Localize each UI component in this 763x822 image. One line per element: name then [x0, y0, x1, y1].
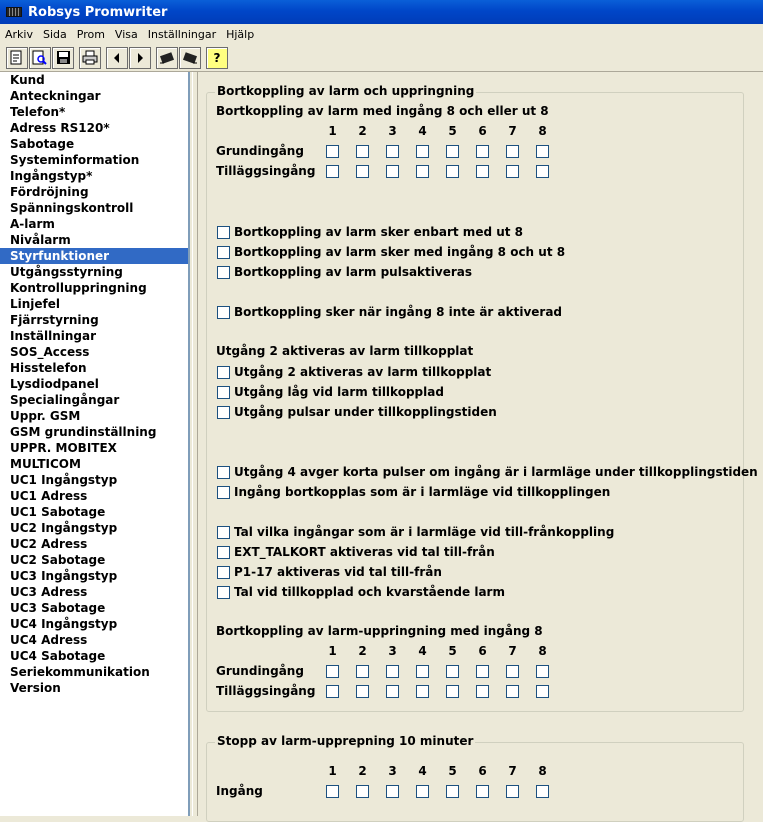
sidebar-item[interactable]: Fördröjning [10, 185, 89, 199]
section-title-2: Utgång 2 aktiveras av larm tillkopplat [216, 344, 474, 358]
checkbox[interactable] [416, 685, 429, 698]
checkbox[interactable] [326, 165, 339, 178]
checkbox[interactable] [446, 165, 459, 178]
group-stopp [206, 734, 744, 822]
checkbox[interactable] [386, 685, 399, 698]
option-pulsaktiveras[interactable]: Bortkoppling av larm pulsaktiveras [217, 265, 472, 279]
option-tal-ingangar[interactable]: Tal vilka ingångar som är i larmläge vid till-frånkoppling [217, 525, 614, 539]
main-content [198, 72, 763, 816]
option-p1-17[interactable]: P1-17 aktiveras vid tal till-från [217, 565, 442, 579]
group-legend-2: Stopp av larm-upprepning 10 minuter [217, 734, 474, 748]
checkbox[interactable] [386, 785, 399, 798]
checkbox[interactable] [506, 785, 519, 798]
sidebar-item[interactable]: Lysdiodpanel [10, 377, 99, 391]
forward-button[interactable] [129, 47, 151, 69]
print-icon [82, 50, 98, 65]
column-header: 1 [328, 764, 337, 778]
read-chip-button[interactable] [156, 47, 178, 69]
checkbox[interactable] [416, 785, 429, 798]
find-icon [32, 50, 48, 66]
title-bar [0, 0, 763, 24]
sidebar-item[interactable]: Utgångsstyrning [10, 265, 123, 279]
checkbox[interactable] [476, 145, 489, 158]
sidebar-item[interactable]: A-larm [10, 217, 55, 231]
sidebar-item[interactable]: UC3 Ingångstyp [10, 569, 118, 583]
checkbox[interactable] [446, 145, 459, 158]
sidebar-item[interactable]: Uppr. GSM [10, 409, 81, 423]
checkbox[interactable] [217, 526, 230, 539]
column-header: 2 [358, 124, 367, 138]
row-label: Tilläggsingång [216, 164, 316, 178]
checkbox[interactable] [536, 665, 549, 678]
group-legend: Bortkoppling av larm och uppringning [217, 84, 475, 98]
chip-write-icon [181, 50, 199, 66]
print-button[interactable] [79, 47, 101, 69]
group-bortkoppling [206, 84, 744, 712]
sidebar-item[interactable]: UC4 Sabotage [10, 649, 106, 663]
section-title-3: Bortkoppling av larm-uppringning med ingång 8 [216, 624, 543, 638]
checkbox[interactable] [506, 145, 519, 158]
checkbox[interactable] [217, 246, 230, 259]
sidebar-item[interactable]: Version [10, 681, 61, 695]
column-header: 1 [328, 124, 337, 138]
checkbox[interactable] [446, 685, 459, 698]
checkbox[interactable] [217, 386, 230, 399]
sidebar-item[interactable]: UC3 Adress [10, 585, 88, 599]
checkbox[interactable] [217, 366, 230, 379]
row-label: Grundingång [216, 144, 304, 158]
sidebar-item[interactable]: Inställningar [10, 329, 97, 343]
option-enbart-ut8[interactable]: Bortkoppling av larm sker enbart med ut 8 [217, 225, 523, 239]
column-header: 7 [508, 764, 517, 778]
sidebar-item[interactable]: Systeminformation [10, 153, 140, 167]
sidebar-item[interactable]: Ingångstyp* [10, 169, 93, 183]
column-header: 5 [448, 124, 457, 138]
sidebar-item[interactable]: Adress RS120* [10, 121, 110, 135]
column-header: 2 [358, 764, 367, 778]
option-utgang2-aktiveras[interactable]: Utgång 2 aktiveras av larm tillkopplat [217, 365, 491, 379]
forward-arrow-icon [135, 52, 145, 64]
checkbox[interactable] [506, 665, 519, 678]
checkbox[interactable] [536, 145, 549, 158]
option-ingang-bortkopplas[interactable]: Ingång bortkopplas som är i larmläge vid tillkopplingen [217, 485, 610, 499]
menu-bar [0, 24, 763, 44]
sidebar-item[interactable]: SOS_Access [10, 345, 90, 359]
checkbox[interactable] [217, 466, 230, 479]
sidebar-item[interactable]: GSM grundinställning [10, 425, 157, 439]
app-icon [6, 7, 22, 17]
window-title: Robsys Promwriter [28, 4, 168, 20]
option-utgang-lag[interactable]: Utgång låg vid larm tillkopplad [217, 385, 444, 399]
option-utgang4-pulser[interactable]: Utgång 4 avger korta pulser om ingång är i larmläge under tillkopplingstiden [217, 465, 758, 479]
sidebar-item[interactable]: UC1 Sabotage [10, 505, 106, 519]
chip-read-icon [158, 50, 176, 66]
checkbox[interactable] [386, 165, 399, 178]
sidebar-item[interactable]: Kontrolluppringning [10, 281, 147, 295]
option-utgang-pulsar[interactable]: Utgång pulsar under tillkopplingstiden [217, 405, 497, 419]
save-icon [56, 50, 71, 65]
option-ingang8-inte-aktiverad[interactable]: Bortkoppling sker när ingång 8 inte är aktiverad [217, 305, 562, 319]
checkbox[interactable] [217, 226, 230, 239]
checkbox[interactable] [356, 685, 369, 698]
help-button[interactable] [206, 47, 228, 69]
checkbox[interactable] [386, 145, 399, 158]
sidebar-item[interactable]: UC2 Adress [10, 537, 88, 551]
sidebar-item[interactable]: UC3 Sabotage [10, 601, 106, 615]
sidebar-item[interactable]: UC4 Ingångstyp [10, 617, 118, 631]
sidebar-item[interactable]: Spänningskontroll [10, 201, 134, 215]
checkbox[interactable] [217, 406, 230, 419]
sidebar-item[interactable]: UC1 Ingångstyp [10, 473, 118, 487]
checkbox[interactable] [326, 665, 339, 678]
column-header: 2 [358, 644, 367, 658]
checkbox[interactable] [356, 785, 369, 798]
checkbox[interactable] [356, 165, 369, 178]
row-label: Grundingång [216, 664, 304, 678]
checkbox[interactable] [416, 145, 429, 158]
checkbox[interactable] [386, 665, 399, 678]
checkbox[interactable] [446, 785, 459, 798]
sidebar-item[interactable]: Sabotage [10, 137, 75, 151]
checkbox[interactable] [506, 165, 519, 178]
checkbox[interactable] [476, 785, 489, 798]
row-label: Ingång [216, 784, 263, 798]
menu-sida[interactable]: Sida [42, 27, 67, 41]
checkbox[interactable] [217, 306, 230, 319]
new-button[interactable] [6, 47, 28, 69]
menu-arkiv[interactable]: Arkiv [5, 27, 33, 41]
checkbox[interactable] [476, 685, 489, 698]
sidebar-item[interactable]: Anteckningar [10, 89, 101, 103]
sidebar-item[interactable]: UC2 Ingångstyp [10, 521, 118, 535]
menu-installningar[interactable]: Inställningar [147, 27, 217, 41]
column-header: 5 [448, 644, 457, 658]
column-header: 6 [478, 124, 487, 138]
help-icon: ? [213, 50, 221, 65]
sidebar-item[interactable]: Specialingångar [10, 393, 120, 407]
menu-prom[interactable]: Prom [76, 27, 105, 41]
back-arrow-icon [112, 52, 122, 64]
new-icon [10, 50, 24, 66]
checkbox[interactable] [416, 165, 429, 178]
checkbox[interactable] [356, 145, 369, 158]
checkbox[interactable] [476, 665, 489, 678]
column-header: 3 [388, 644, 397, 658]
checkbox[interactable] [326, 145, 339, 158]
section-title-1: Bortkoppling av larm med ingång 8 och eller ut 8 [216, 104, 549, 118]
find-button[interactable] [29, 47, 51, 69]
save-button[interactable] [52, 47, 74, 69]
sidebar-item[interactable]: Styrfunktioner [0, 248, 188, 264]
checkbox[interactable] [446, 665, 459, 678]
sidebar-item[interactable]: Linjefel [10, 297, 61, 311]
checkbox[interactable] [326, 785, 339, 798]
sidebar-item[interactable]: Seriekommunikation [10, 665, 150, 679]
column-header: 8 [538, 644, 547, 658]
checkbox[interactable] [356, 665, 369, 678]
sidebar-item[interactable]: UC4 Adress [10, 633, 88, 647]
option-ext-talkort[interactable]: EXT_TALKORT aktiveras vid tal till-från [217, 545, 495, 559]
checkbox[interactable] [326, 685, 339, 698]
column-header: 7 [508, 124, 517, 138]
column-header: 1 [328, 644, 337, 658]
sidebar-item[interactable]: Fjärrstyrning [10, 313, 99, 327]
sidebar-item[interactable]: Hisstelefon [10, 361, 87, 375]
column-header: 8 [538, 764, 547, 778]
column-header: 3 [388, 124, 397, 138]
option-tal-kvarstaende[interactable]: Tal vid tillkopplad och kvarstående larm [217, 585, 505, 599]
sidebar-item[interactable]: UC2 Sabotage [10, 553, 106, 567]
checkbox[interactable] [217, 486, 230, 499]
menu-visa[interactable]: Visa [114, 27, 138, 41]
sidebar-item[interactable]: Kund [10, 73, 45, 87]
sidebar-item[interactable]: UC1 Adress [10, 489, 88, 503]
checkbox[interactable] [506, 685, 519, 698]
toolbar [0, 44, 763, 72]
checkbox[interactable] [217, 266, 230, 279]
checkbox[interactable] [536, 785, 549, 798]
checkbox[interactable] [217, 546, 230, 559]
sidebar-item[interactable]: UPPR. MOBITEX [10, 441, 117, 455]
checkbox[interactable] [217, 566, 230, 579]
checkbox[interactable] [536, 165, 549, 178]
write-chip-button[interactable] [179, 47, 201, 69]
column-header: 7 [508, 644, 517, 658]
sidebar-item[interactable]: Nivålarm [10, 233, 71, 247]
column-header: 3 [388, 764, 397, 778]
menu-hjalp[interactable]: Hjälp [226, 27, 255, 41]
sidebar-item[interactable]: MULTICOM [10, 457, 81, 471]
column-header: 5 [448, 764, 457, 778]
column-header: 8 [538, 124, 547, 138]
checkbox[interactable] [536, 685, 549, 698]
back-button[interactable] [106, 47, 128, 69]
column-header: 4 [418, 644, 427, 658]
column-header: 4 [418, 124, 427, 138]
column-header: 4 [418, 764, 427, 778]
checkbox[interactable] [476, 165, 489, 178]
sidebar [0, 72, 190, 816]
column-header: 6 [478, 764, 487, 778]
option-ingang8-och-ut8[interactable]: Bortkoppling av larm sker med ingång 8 och ut 8 [217, 245, 565, 259]
column-header: 6 [478, 644, 487, 658]
sidebar-item[interactable]: Telefon* [10, 105, 66, 119]
checkbox[interactable] [217, 586, 230, 599]
checkbox[interactable] [416, 665, 429, 678]
row-label: Tilläggsingång [216, 684, 316, 698]
